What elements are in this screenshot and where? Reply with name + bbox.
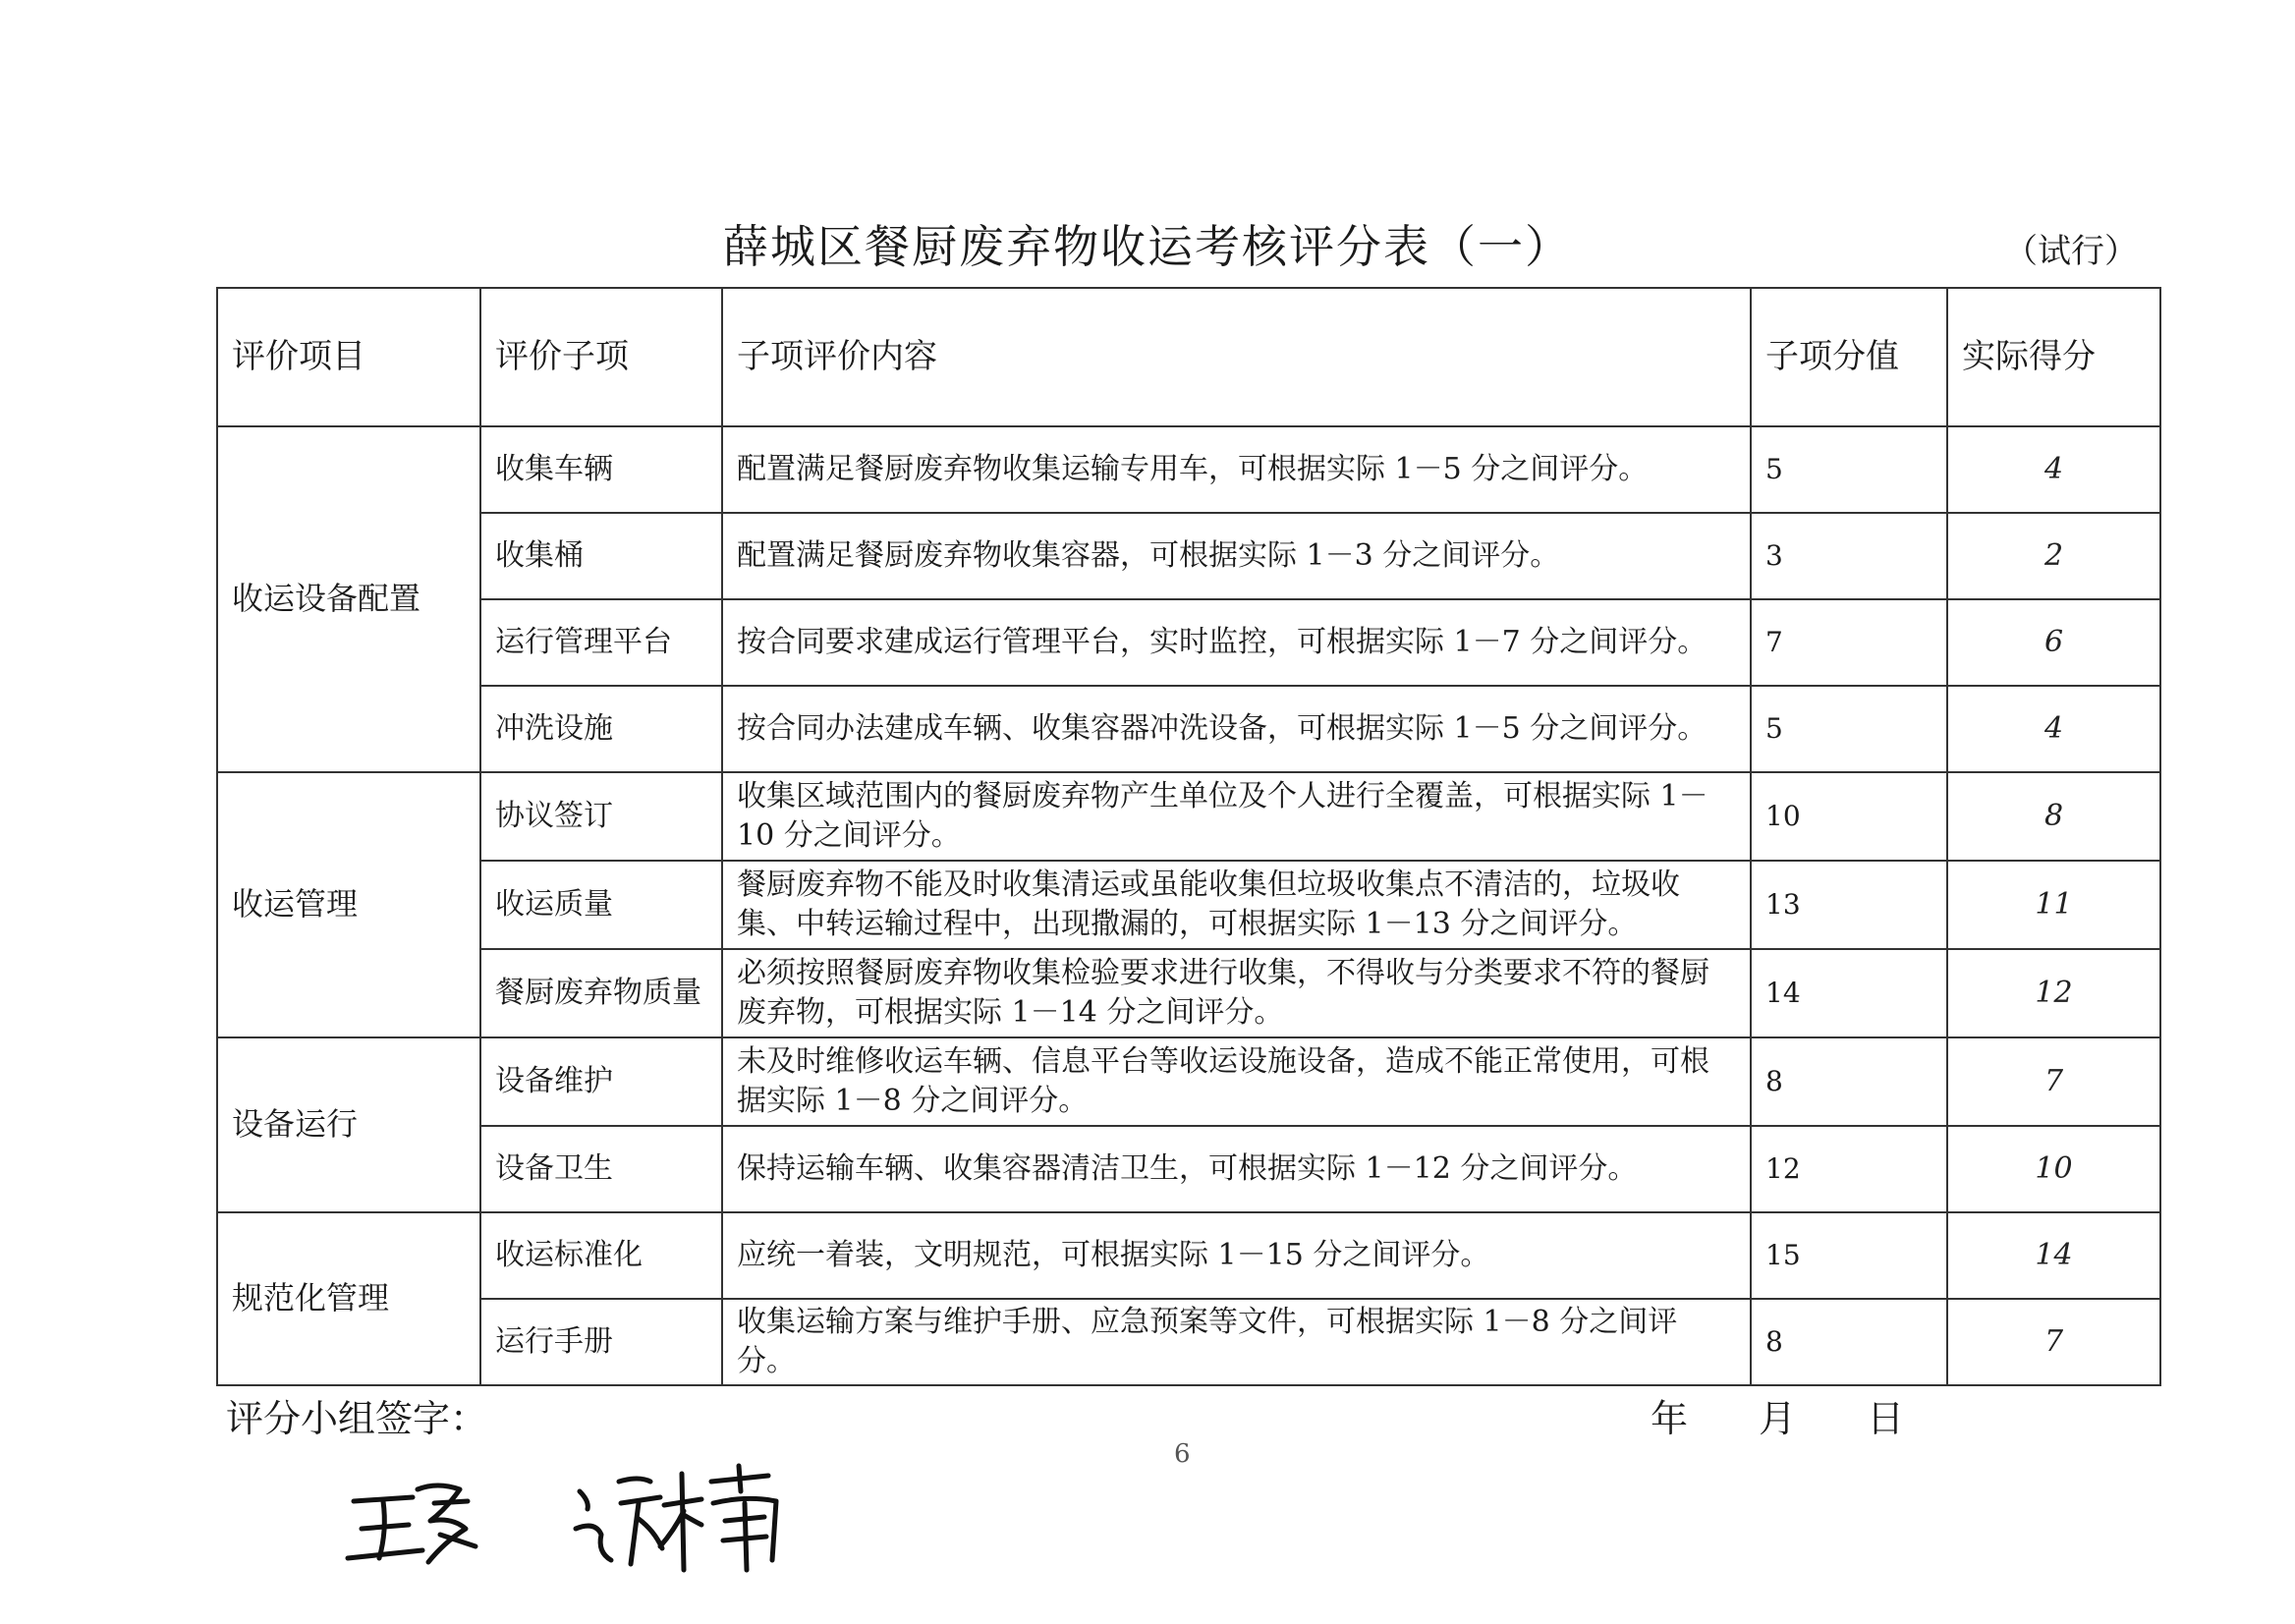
content-cell: 配置满足餐厨废弃物收集运输专用车，可根据实际 1－5 分之间评分。 bbox=[722, 426, 1751, 513]
content-cell: 按合同办法建成车辆、收集容器冲洗设备，可根据实际 1－5 分之间评分。 bbox=[722, 686, 1751, 772]
content-cell: 收集运输方案与维护手册、应急预案等文件，可根据实际 1－8 分之间评分。 bbox=[722, 1299, 1751, 1385]
sub-item-cell: 冲洗设施 bbox=[480, 686, 722, 772]
header-cell: 评价子项 bbox=[480, 288, 722, 426]
content-cell: 保持运输车辆、收集容器清洁卫生，可根据实际 1－12 分之间评分。 bbox=[722, 1126, 1751, 1212]
max-score-cell: 13 bbox=[1751, 861, 1947, 949]
category-cell: 规范化管理 bbox=[217, 1212, 480, 1385]
actual-score-cell: 7 bbox=[1947, 1037, 2160, 1126]
sub-item-cell: 餐厨废弃物质量 bbox=[480, 949, 722, 1037]
sub-item-cell: 收运标准化 bbox=[480, 1212, 722, 1299]
actual-score-cell: 4 bbox=[1947, 426, 2160, 513]
category-cell: 收运设备配置 bbox=[217, 426, 480, 772]
header-cell: 子项评价内容 bbox=[722, 288, 1751, 426]
content-cell: 按合同要求建成运行管理平台，实时监控，可根据实际 1－7 分之间评分。 bbox=[722, 599, 1751, 686]
header-cell: 评价项目 bbox=[217, 288, 480, 426]
content-cell: 餐厨废弃物不能及时收集清运或虽能收集但垃圾收集点不清洁的，垃圾收集、中转运输过程中，出现撒漏的，可根据实际 1－13 分之间评分。 bbox=[722, 861, 1751, 949]
sub-item-cell: 收集桶 bbox=[480, 513, 722, 599]
handwritten-signatures bbox=[344, 1452, 835, 1580]
date-label: 年 月 日 bbox=[1651, 1397, 1905, 1440]
header-cell: 子项分值 bbox=[1751, 288, 1947, 426]
max-score-cell: 14 bbox=[1751, 949, 1947, 1037]
max-score-cell: 5 bbox=[1751, 686, 1947, 772]
actual-score-cell: 6 bbox=[1947, 599, 2160, 686]
sub-item-cell: 收运质量 bbox=[480, 861, 722, 949]
trial-label: （试行） bbox=[2004, 232, 2138, 271]
document-title: 薛城区餐厨废弃物收运考核评分表（一） bbox=[723, 220, 1572, 273]
actual-score-cell: 8 bbox=[1947, 772, 2160, 861]
sub-item-cell: 运行管理平台 bbox=[480, 599, 722, 686]
table-row bbox=[217, 599, 2160, 686]
actual-score-cell: 10 bbox=[1947, 1126, 2160, 1212]
table-row bbox=[217, 1299, 2160, 1385]
actual-score-cell: 12 bbox=[1947, 949, 2160, 1037]
page-number: 6 bbox=[1174, 1439, 1191, 1469]
sub-item-cell: 设备维护 bbox=[480, 1037, 722, 1126]
max-score-cell: 7 bbox=[1751, 599, 1947, 686]
max-score-cell: 8 bbox=[1751, 1299, 1947, 1385]
max-score-cell: 5 bbox=[1751, 426, 1947, 513]
actual-score-cell: 14 bbox=[1947, 1212, 2160, 1299]
actual-score-cell: 2 bbox=[1947, 513, 2160, 599]
actual-score-cell: 7 bbox=[1947, 1299, 2160, 1385]
max-score-cell: 3 bbox=[1751, 513, 1947, 599]
table-row bbox=[217, 1037, 2160, 1126]
table-row bbox=[217, 426, 2160, 513]
table-row bbox=[217, 772, 2160, 861]
table-row bbox=[217, 1212, 2160, 1299]
actual-score-cell: 11 bbox=[1947, 861, 2160, 949]
content-cell: 应统一着装，文明规范，可根据实际 1－15 分之间评分。 bbox=[722, 1212, 1751, 1299]
sub-item-cell: 协议签订 bbox=[480, 772, 722, 861]
category-cell: 设备运行 bbox=[217, 1037, 480, 1212]
table-row bbox=[217, 513, 2160, 599]
content-cell: 未及时维修收运车辆、信息平台等收运设施设备，造成不能正常使用，可根据实际 1－8 分之间评分。 bbox=[722, 1037, 1751, 1126]
max-score-cell: 10 bbox=[1751, 772, 1947, 861]
table-row bbox=[217, 1126, 2160, 1212]
content-cell: 收集区域范围内的餐厨废弃物产生单位及个人进行全覆盖，可根据实际 1－10 分之间评分。 bbox=[722, 772, 1751, 861]
header-row bbox=[217, 288, 2160, 426]
table-row bbox=[217, 686, 2160, 772]
max-score-cell: 8 bbox=[1751, 1037, 1947, 1126]
sub-item-cell: 收集车辆 bbox=[480, 426, 722, 513]
header-cell: 实际得分 bbox=[1947, 288, 2160, 426]
sub-item-cell: 运行手册 bbox=[480, 1299, 722, 1385]
sign-label: 评分小组签字： bbox=[226, 1397, 488, 1440]
score-table bbox=[216, 287, 2161, 1386]
content-cell: 必须按照餐厨废弃物收集检验要求进行收集，不得收与分类要求不符的餐厨废弃物，可根据实际 1－14 分之间评分。 bbox=[722, 949, 1751, 1037]
max-score-cell: 12 bbox=[1751, 1126, 1947, 1212]
max-score-cell: 15 bbox=[1751, 1212, 1947, 1299]
category-cell: 收运管理 bbox=[217, 772, 480, 1037]
table-row bbox=[217, 861, 2160, 949]
table-row bbox=[217, 949, 2160, 1037]
sub-item-cell: 设备卫生 bbox=[480, 1126, 722, 1212]
actual-score-cell: 4 bbox=[1947, 686, 2160, 772]
content-cell: 配置满足餐厨废弃物收集容器，可根据实际 1－3 分之间评分。 bbox=[722, 513, 1751, 599]
